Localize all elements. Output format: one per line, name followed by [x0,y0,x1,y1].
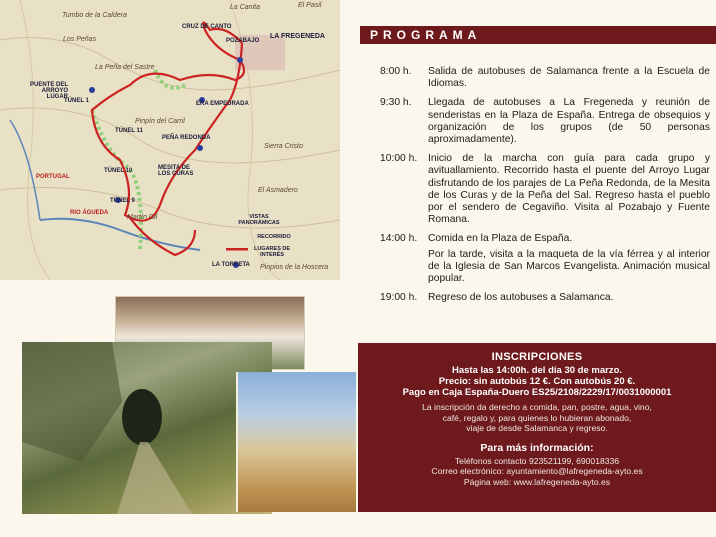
label-tunel-10: TÚNEL 10 [104,168,133,174]
label-cruz-canto: CRUZ DE CANTO [182,24,232,30]
place-pena-sastre: La Peña del Sastre [95,64,155,71]
schedule-text: Por la tarde, visita a la maqueta de la vía férrea y al interior de la Iglesia de San Marcos Evangelista. Animación musical popular. [428,248,710,285]
programa-title: PROGRAMA [370,28,482,42]
label-pozabajo: POZABAJO [226,38,260,44]
schedule-list [380,66,710,311]
label-era-empedrada: ERA EMPEDRADA [196,101,249,107]
place-martin-gil: Martín Gil [127,214,158,221]
schedule-text: Llegada de autobuses a La Fregeneda y reunión de senderistas en la Plaza de España. Entrega de obsequios y organización de los grupos (de 50 personas aproximadamente). [428,97,710,146]
inscripciones-note: viaje de desde Salamanca y regreso. [466,423,608,433]
place-el-pasil: El Pasil [298,2,322,9]
schedule-text: Comida en la Plaza de España. [428,233,573,245]
route-map [0,0,340,280]
label-puente-arroyo-lugar: PUENTE DEL ARROYO LUGAR [29,82,68,100]
place-pinpin-carril: Pinpín del Carril [135,118,185,125]
inscripciones-title: INSCRIPCIONES [491,351,583,363]
info-email[interactable]: Correo electrónico: ayuntamiento@lafregeneda-ayto.es [431,466,643,476]
legend-recorrido: RECORRIDO [257,234,291,240]
info-title: Para más información: [480,441,594,454]
place-sierra-cristo: Sierra Cristo [264,143,303,150]
place-portugal: PORTUGAL [36,174,70,180]
place-la-canita: La Canita [230,4,260,11]
place-pinpios-hoscera: Pinpios de la Hoscera [260,264,329,271]
legend-lugares: LUGARES DE INTERÉS [253,246,291,258]
inscripciones-deadline: Hasta las 14:00h. del día 30 de marzo. [451,365,623,376]
label-tunel-1: TÚNEL 1 [64,98,89,104]
schedule-text: Salida de autobuses de Salamanca frente a la Escuela de Idiomas. [428,66,710,90]
inscripciones-note: La inscripción da derecho a comida, pan, postre, agua, vino, [422,402,652,412]
label-pena-redonda: PEÑA REDONDA [162,135,211,141]
schedule-time: 19:00 h. [380,292,418,304]
schedule-time: 10:00 h. [380,153,418,165]
label-mesita-curas: MESITA DE LOS CURAS [158,165,194,177]
schedule-time: 9:30 h. [380,97,412,109]
inscripciones-price: Precio: sin autobús 12 €. Con autobús 20 €. [438,376,636,387]
place-el-asmadero: El Asmadero [258,187,298,194]
schedule-text: Regreso de los autobuses a Salamanca. [428,292,614,304]
label-la-torreta: LA TORRETA [212,262,250,268]
legend-vistas: VISTAS PANORÁMICAS [238,214,280,226]
inscripciones-note: café, regalo y, para quienes lo hubieran abonado, [442,412,632,423]
schedule-text: Inicio de la marcha con guía para cada grupo y avituallamiento. Recorrido hasta el puente del Arroyo Lugar disfrutando de los parajes de La Peña Redonda, de la Mesita de los Curas y de la Peña del Sal. Regreso hasta el pueblo por el sendero de Cegaviño. Visita al Pozabajo y Fuente Romana. [428,153,710,226]
schedule-time: 14:00 h. [380,233,418,245]
inscripciones-payment: Pago en Caja España-Duero ES25/2108/2229/17/0031000001 [402,387,672,398]
programa-header [360,26,716,44]
photo-landscape [236,372,356,512]
label-tunel-11: TÚNEL 11 [115,128,143,134]
place-la-fregeneda: LA FREGENEDA [270,33,325,40]
place-tumbo-caldera: Tumbo de la Caldera [62,12,127,19]
place-los-penas: Los Peñas [63,36,97,43]
place-rio-agueda: RIO ÁGUEDA [70,210,109,216]
schedule-item [380,97,710,146]
photo-railway-tunnel [22,342,272,514]
schedule-item [380,233,710,285]
info-phone: Teléfonos contacto 923521199, 690018336 [454,455,620,466]
schedule-time: 8:00 h. [380,66,412,77]
info-website[interactable]: Página web: www.lafregeneda-ayto.es [463,476,611,487]
schedule-item [380,66,710,90]
inscripciones-box [358,343,716,512]
schedule-item [380,292,710,304]
schedule-item [380,153,710,226]
label-tunel-9: TÚNEL 9 [110,198,135,204]
